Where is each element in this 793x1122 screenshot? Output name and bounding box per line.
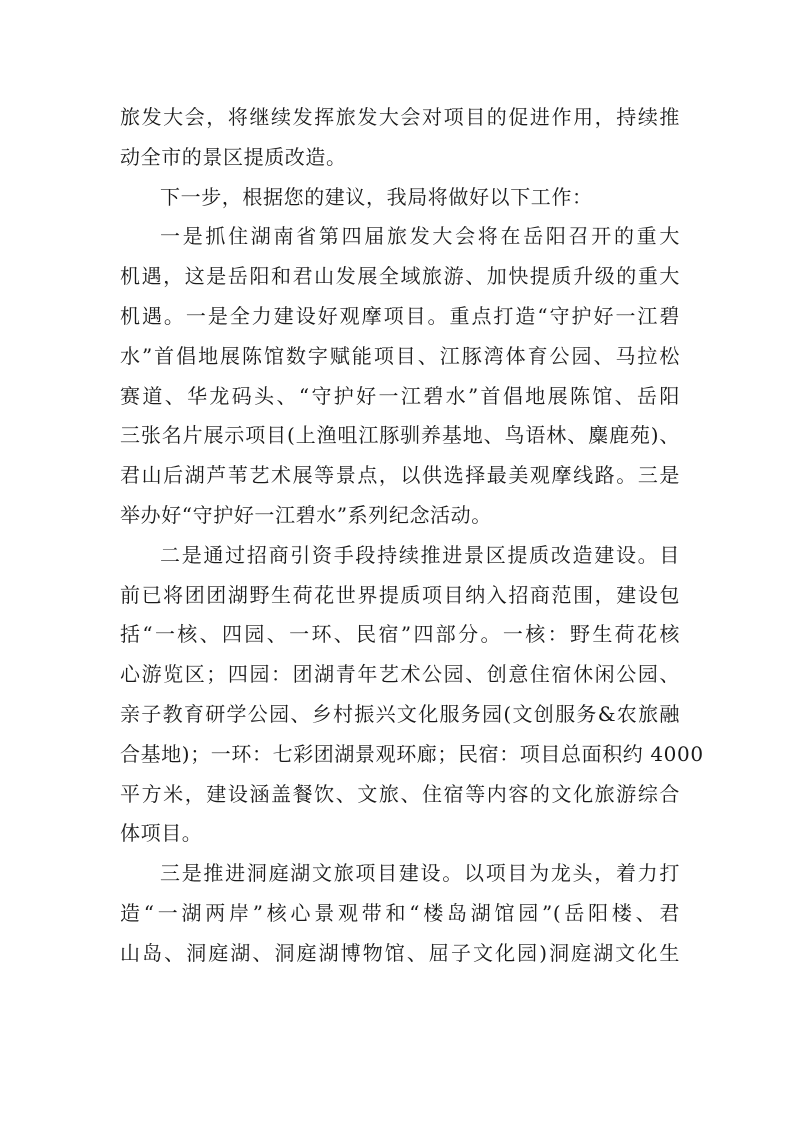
text-line: 心游览区；四园：团湖青年艺术公园、创意住宿休闲公园、 — [120, 662, 680, 687]
text-line: 体项目。 — [120, 821, 203, 846]
text-line: 合基地)；一环：七彩团湖景观环廊；民宿：项目总面积约 4000 — [120, 741, 704, 766]
text-line: 三张名片展示项目(上渔咀江豚驯养基地、鸟语林、麋鹿苑)、 — [120, 423, 680, 448]
text-line: 造“一湖两岸”核心景观带和“楼岛湖馆园”(岳阳楼、君 — [120, 900, 680, 925]
text-line: 机遇。一是全力建设好观摩项目。重点打造“守护好一江碧 — [120, 303, 680, 328]
text-line: 赛道、华龙码头、“守护好一江碧水”首倡地展陈馆、岳阳 — [120, 383, 680, 408]
text-line: 旅发大会，将继续发挥旅发大会对项目的促进作用，持续推 — [120, 105, 680, 129]
document-body — [120, 98, 704, 974]
text-line: 水”首倡地展陈馆数字赋能项目、江豚湾体育公园、马拉松 — [120, 343, 680, 368]
text-line: 平方米，建设涵盖餐饮、文旅、住宿等内容的文化旅游综合 — [120, 781, 680, 806]
text-line: 山岛、洞庭湖、洞庭湖博物馆、屈子文化园)洞庭湖文化生 — [120, 940, 680, 965]
text-line: 二是通过招商引资手段持续推进景区提质改造建设。目 — [160, 542, 680, 567]
text-line: 括“一核、四园、一环、民宿”四部分。一核：野生荷花核 — [120, 622, 680, 647]
text-line: 机遇，这是岳阳和君山发展全域旅游、加快提质升级的重大 — [120, 264, 680, 289]
text-line: 下一步，根据您的建议，我局将做好以下工作： — [160, 184, 593, 209]
text-line: 亲子教育研学公园、乡村振兴文化服务园(文创服务&农旅融 — [120, 701, 680, 726]
text-line: 动全市的景区提质改造。 — [120, 144, 347, 169]
text-line: 前已将团团湖野生荷花世界提质项目纳入招商范围，建设包 — [120, 582, 680, 607]
text-line: 一是抓住湖南省第四届旅发大会将在岳阳召开的重大 — [160, 224, 680, 249]
text-line: 三是推进洞庭湖文旅项目建设。以项目为龙头，着力打 — [160, 861, 680, 886]
text-line: 举办好“守护好一江碧水”系列纪念活动。 — [120, 502, 492, 527]
text-line: 君山后湖芦苇艺术展等景点，以供选择最美观摩线路。三是 — [120, 463, 680, 488]
